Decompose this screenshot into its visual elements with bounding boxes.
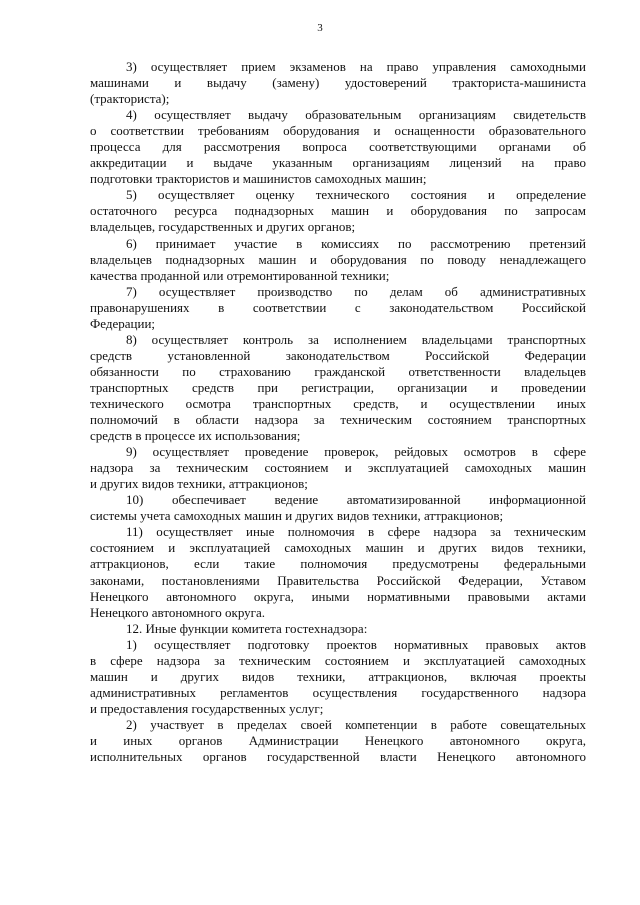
text-line: 5) осуществляет оценку технического состояния и определение <box>126 187 586 203</box>
text-line: технического осмотра транспортных средств, и осуществлении иных <box>90 395 586 411</box>
text-line: аккредитации и выдаче указанным организациям лицензий на право <box>90 155 586 171</box>
page-number: 3 <box>317 22 323 34</box>
text-line: 4) осуществляет выдачу образовательным организациям свидетельств <box>126 107 586 123</box>
text-line: Ненецкого автономного округа. <box>90 604 265 620</box>
text-line: обязанности по страхованию гражданской ответственности владельцев <box>90 363 586 379</box>
text-line: транспортных средств при регистрации, организации и проведении <box>90 379 586 395</box>
text-line: и иных органов Администрации Ненецкого автономного округа, <box>90 732 586 748</box>
text-line: Ненецкого автономного округа, иными нормативными правовыми актами <box>90 588 586 604</box>
text-line: 8) осуществляет контроль за исполнением владельцами транспортных <box>126 331 586 347</box>
text-line: качества проданной или отремонтированной техники; <box>90 267 390 283</box>
text-line: законами, постановлениями Правительства Российской Федерации, Уставом <box>90 572 586 588</box>
text-line: 3) осуществляет прием экзаменов на право управления самоходными <box>126 59 586 74</box>
text-line: машин и других видов техники, аттракционов, включая проекты <box>90 668 586 684</box>
text-line: (тракториста); <box>90 91 170 107</box>
text-line: Федерации; <box>90 315 156 331</box>
text-line: и предоставления государственных услуг; <box>90 700 324 716</box>
text-line: системы учета самоходных машин и других видов техники, аттракционов; <box>90 508 504 524</box>
text-line: аттракционов, если такие полномочия предусмотрены федеральными <box>90 556 586 572</box>
text-line: владельцев поднадзорных машин и оборудования по поводу ненадлежащего <box>90 251 586 267</box>
text-line: административных регламентов осуществления государственного надзора <box>90 684 586 700</box>
document-body <box>90 59 586 765</box>
text-line: в сфере надзора за техническим состоянием и эксплуатацией самоходных <box>90 652 586 668</box>
text-line: правонарушениях в соответствии с законодательством Российской <box>90 299 586 315</box>
text-line: 9) осуществляет проведение проверок, рейдовых осмотров в сфере <box>126 444 586 460</box>
text-line: полномочий в области надзора за техническим состоянием транспортных <box>90 412 586 428</box>
text-line: 12. Иные функции комитета гостехнадзора: <box>126 620 368 636</box>
text-line: подготовки трактористов и машинистов самоходных машин; <box>90 171 427 187</box>
text-line: 2) участвует в пределах своей компетенции в работе совещательных <box>126 716 586 732</box>
text-line: остаточного ресурса поднадзорных машин и оборудования по запросам <box>90 203 586 219</box>
text-line: о соответствии требованиям оборудования и оснащенности образовательного <box>90 123 586 139</box>
text-line: владельцев, государственных и других органов; <box>90 219 356 235</box>
text-line: надзора за техническим состоянием и эксплуатацией самоходных машин <box>90 460 586 476</box>
text-line: машинами и выдачу (замену) удостоверений тракториста-машиниста <box>90 75 586 91</box>
text-line: 11) осуществляет иные полномочия в сфере надзора за техническим <box>126 524 586 540</box>
text-line: 6) принимает участие в комиссиях по рассмотрению претензий <box>126 235 586 251</box>
text-line: состоянием и эксплуатацией самоходных машин и других видов техники, <box>90 540 586 556</box>
text-line: 1) осуществляет подготовку проектов нормативных правовых актов <box>126 636 586 652</box>
text-line: 10) обеспечивает ведение автоматизированной информационной <box>126 492 586 508</box>
text-line: средств в процессе их использования; <box>90 428 301 444</box>
text-line: и других видов техники, аттракционов; <box>90 476 308 492</box>
text-line: средств установленной законодательством Российской Федерации <box>90 347 586 363</box>
text-line: процесса для рассмотрения вопроса соответствующими органами об <box>90 139 586 155</box>
text-line: 7) осуществляет производство по делам об административных <box>126 283 586 299</box>
text-line: исполнительных органов государственной власти Ненецкого автономного <box>90 749 586 765</box>
